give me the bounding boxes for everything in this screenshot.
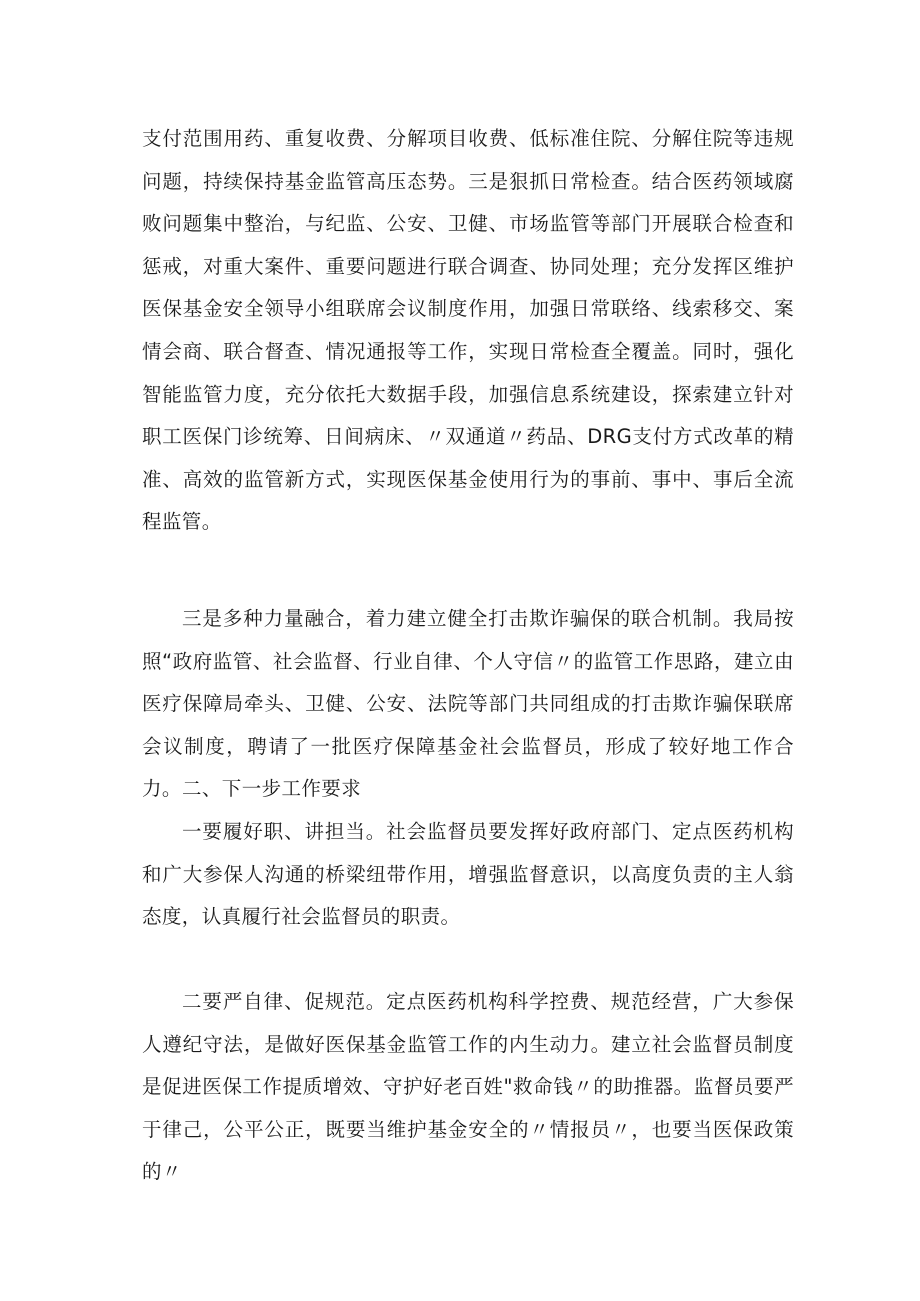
body-paragraph-4: 二要严自律、促规范。定点医药机构科学控费、规范经营，广大参保人遵纪守法，是做好医保基金监管工作的内生动力。建立社会监督员制度是促进医保工作提质增效、守护好老百姓"救命钱〃的助推器。监督员要严于律己，公平公正，既要当维护基金安全的〃情报员〃，也要当医保政策的〃 — [142, 990, 794, 1184]
body-paragraph-1: 支付范围用药、重复收费、分解项目收费、低标准住院、分解住院等违规问题，持续保持基金监管高压态势。三是狠抓日常检查。结合医药领域腐败问题集中整治，与纪监、公安、卫健、市场监管等部门开展联合检查和惩戒，对重大案件、重要问题进行联合调查、协同处理；充分发挥区维护医保基金安全领导小组联席会议制度作用，加强日常联络、线索移交、案情会商、联合督查、情况通报等工作，实现日常检查全覆盖。同时，强化智能监管力度，充分依托大数据手段，加强信息系统建设，探索建立针对职工医保门诊统筹、日间病床、〃双通道〃药品、DRG支付方式改革的精准、高效的监管新方式，实现医保基金使用行为的事前、事中、事后全流程监管。 — [142, 127, 794, 534]
body-paragraph-3: 一要履好职、讲担当。社会监督员要发挥好政府部门、定点医药机构和广大参保人沟通的桥梁纽带作用，增强监督意识，以高度负责的主人翁态度，认真履行社会监督员的职责。 — [142, 820, 794, 929]
section-heading: 二、下一步工作要求 — [182, 777, 362, 800]
body-paragraph-2: 三是多种力量融合，着力建立健全打击欺诈骗保的联合机制。我局按照“政府监管、社会监督、行业自律、个人守信〃的监管工作思路，建立由医疗保障局牵头、卫健、公安、法院等部门共同组成的打击欺诈骗保联席会议制度，聘请了一批医疗保障基金社会监督员，形成了较好地工作合力。 — [142, 607, 794, 801]
